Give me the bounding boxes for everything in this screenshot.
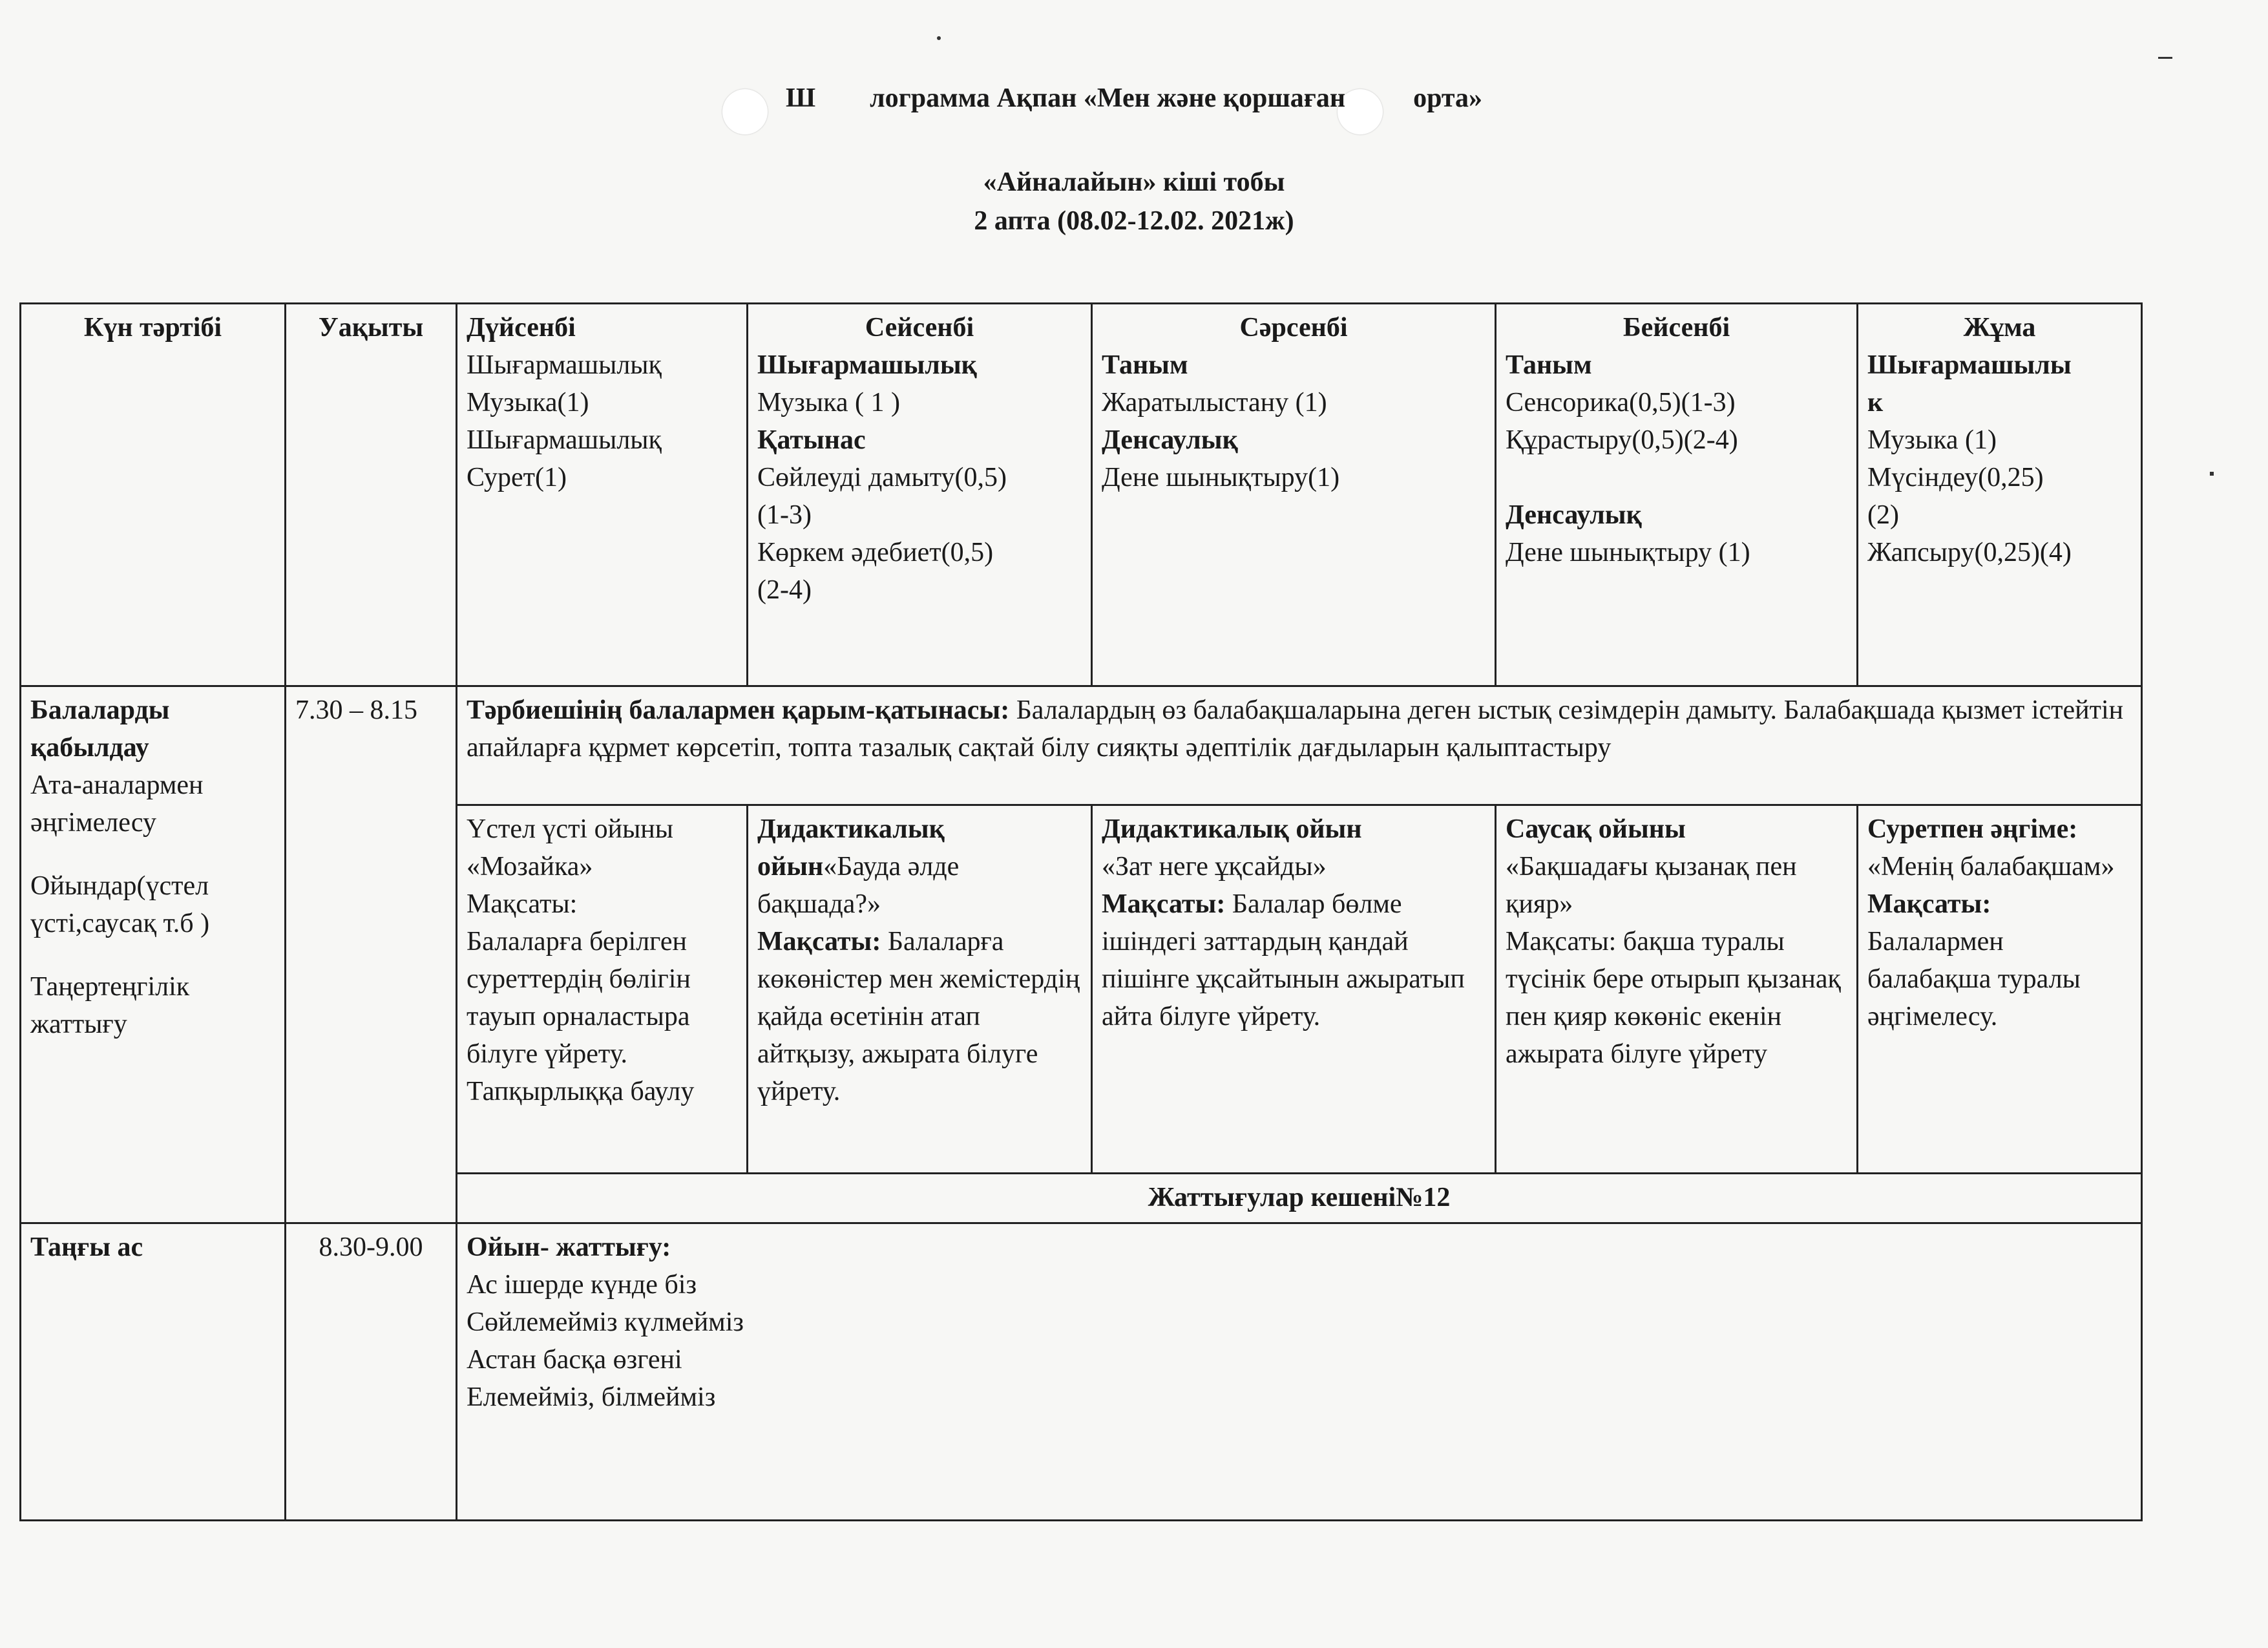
breakfast-time: 8.30-9.00 xyxy=(286,1223,457,1520)
breakfast-content xyxy=(457,1223,2142,1520)
subject-line: Қатынас xyxy=(757,425,866,455)
subject-line: Шығармашылық xyxy=(467,350,662,380)
time-header: Уақыты xyxy=(286,304,457,686)
subject-line xyxy=(1506,460,1847,497)
day-subjects xyxy=(467,347,737,497)
game-name: «Мозайка» xyxy=(467,851,593,882)
game-goal-label: Мақсаты: xyxy=(1506,926,1617,956)
game-name: «Бақшадағы қызанақ пен қияр» xyxy=(1506,851,1797,919)
subject-line: Дене шынықтыру(1) xyxy=(1102,462,1340,492)
subject-line: Жапсыру(0,25)(4) xyxy=(1867,537,2072,567)
game-name: «Бауда әлде бақшада?» xyxy=(757,851,960,919)
poem-line: Сөйлемейміз күлмейміз xyxy=(467,1307,744,1337)
day-name: Сейсенбі xyxy=(865,313,974,343)
document-title: Ш лограмма Ақпан «Мен және қоршаған орта» xyxy=(785,83,1483,113)
subject-line: Таным xyxy=(1506,350,1592,380)
reception-subtitle: Ата-аналармен әңгімелесу xyxy=(30,770,204,838)
day-name: Жұма xyxy=(1963,313,2036,343)
subject-line: Сурет(1) xyxy=(467,462,567,492)
weekly-plan-table xyxy=(19,302,2143,1521)
day-column-tuesday xyxy=(748,304,1092,686)
reception-title-cell xyxy=(21,686,286,1223)
breakfast-title: Таңғы ас xyxy=(21,1223,286,1520)
communication-cell xyxy=(457,686,2142,805)
subject-line: к xyxy=(1867,387,1884,417)
week-range: 2 апта (08.02-12.02. 2021ж) xyxy=(974,206,1294,236)
day-subjects xyxy=(1867,347,2132,572)
day-column-monday xyxy=(457,304,748,686)
subject-line: Музыка (1) xyxy=(1867,425,1997,455)
communication-label: Тәрбиешінің балалармен қарым-қатынасы: xyxy=(467,695,1010,725)
game-title: Дидактикалық ойын xyxy=(1102,814,1362,844)
game-goal-text: бақша туралы түсінік бере отырып қызанақ пен қияр көкөніс екенін ажырата білуге үйрету xyxy=(1506,926,1841,1069)
subject-line: Музыка(1) xyxy=(467,387,589,417)
game-goal-text: Балалар бөлме ішіндегі заттардың қандай пішінге ұқсайтынын ажыратып айта білуге үйрету. xyxy=(1102,889,1465,1031)
day-subjects xyxy=(757,347,1082,609)
communication-text: Балалардың өз балабақшаларына деген ыстық сезімдерін дамыту. Балабақшада қызмет істейтін апайларға құрмет көрсетіп, топта тазалық сақтай білу сияқты әдептілік дағдыларын қалыптастыру xyxy=(467,695,2124,763)
group-name: «Айналайын» кіші тобы xyxy=(983,167,1285,197)
subject-line: Құрастыру(0,5)(2-4) xyxy=(1506,425,1738,455)
day-column-friday xyxy=(1858,304,2142,686)
breakfast-row xyxy=(21,1223,2142,1520)
day-name: Сәрсенбі xyxy=(1239,313,1348,343)
scan-mark xyxy=(937,36,941,40)
game-exercise-label: Ойын- жаттығу: xyxy=(467,1232,671,1262)
game-goal-label: Мақсаты: xyxy=(1102,889,1226,919)
day-subjects xyxy=(1102,347,1486,497)
subject-line: Жаратылыстану (1) xyxy=(1102,387,1327,417)
reception-subtitle: Таңертеңгілік жаттығу xyxy=(30,971,190,1039)
reception-time: 7.30 – 8.15 xyxy=(286,686,457,1223)
day-column-wednesday xyxy=(1092,304,1496,686)
reception-subtitle: Ойындар(үстел үсті,саусақ т.б ) xyxy=(30,871,210,938)
day-name: Бейсенбі xyxy=(1622,313,1730,343)
day-column-thursday xyxy=(1496,304,1858,686)
game-cell-monday xyxy=(457,805,748,1174)
game-cell-thursday xyxy=(1496,805,1858,1174)
game-goal-text: Балалармен балабақша туралы әңгімелесу. xyxy=(1867,926,2081,1031)
exercise-cell: Жаттығулар кешені№12 xyxy=(457,1174,2142,1223)
subject-line: Сенсорика(0,5)(1-3) xyxy=(1506,387,1736,417)
poem-line: Елемейміз, білмейміз xyxy=(467,1382,716,1412)
game-cell-friday xyxy=(1858,805,2142,1174)
subject-line: Музыка ( 1 ) xyxy=(757,387,900,417)
subject-line: Дене шынықтыру (1) xyxy=(1506,537,1750,567)
subject-line: Шығармашылық xyxy=(467,425,662,455)
subject-line: Сөйлеуді дамыту(0,5) xyxy=(757,462,1007,492)
game-goal-label: Мақсаты: xyxy=(1867,889,1991,919)
subject-line: (1-3) xyxy=(757,500,812,530)
subject-line: Шығармашылық xyxy=(757,350,977,380)
reception-row xyxy=(21,686,2142,805)
game-title: Дидактикалық ойын xyxy=(757,814,945,882)
routine-header: Күн тәртібі xyxy=(21,304,286,686)
subject-line: Мүсіндеу(0,25) xyxy=(1867,462,2044,492)
day-name: Дүйсенбі xyxy=(467,313,576,343)
poem-line: Астан басқа өзгені xyxy=(467,1344,682,1375)
game-goal-text: Балаларға берілген суреттердің бөлігін тауып орналастыра білуге үйрету. Тапқырлыққа баулу xyxy=(467,926,695,1106)
game-cell-tuesday xyxy=(748,805,1092,1174)
subject-line: Көркем әдебиет(0,5) xyxy=(757,537,994,567)
reception-title: қабылдау xyxy=(30,732,149,763)
game-goal-text: Балаларға көкөністер мен жемістердің қайда өсетінін атап айтқызу, ажырата білуге үйрету. xyxy=(757,926,1080,1106)
game-title: Үстел үсті ойыны xyxy=(467,814,673,844)
subject-line: Денсаулық xyxy=(1102,425,1238,455)
subject-line: Шығармашылы xyxy=(1867,350,2072,380)
reception-title: Балаларды xyxy=(30,695,170,725)
game-goal-label: Мақсаты: xyxy=(467,889,578,919)
game-name: «Зат неге ұқсайды» xyxy=(1102,851,1327,882)
game-cell-wednesday xyxy=(1092,805,1496,1174)
subject-line: Денсаулық xyxy=(1506,500,1642,530)
subject-line: (2-4) xyxy=(757,575,812,605)
game-title: Суретпен әңгіме: xyxy=(1867,814,2078,844)
day-subjects xyxy=(1506,347,1847,572)
game-goal-label: Мақсаты: xyxy=(757,926,881,956)
header-row xyxy=(21,304,2142,686)
subject-line: Таным xyxy=(1102,350,1188,380)
scan-mark xyxy=(2158,57,2172,59)
scan-mark xyxy=(2210,472,2214,476)
game-name: «Менің балабақшам» xyxy=(1867,851,2115,882)
game-title: Саусақ ойыны xyxy=(1506,814,1686,844)
subject-line: (2) xyxy=(1867,500,1899,530)
poem-line: Ас ішерде күнде біз xyxy=(467,1269,697,1300)
